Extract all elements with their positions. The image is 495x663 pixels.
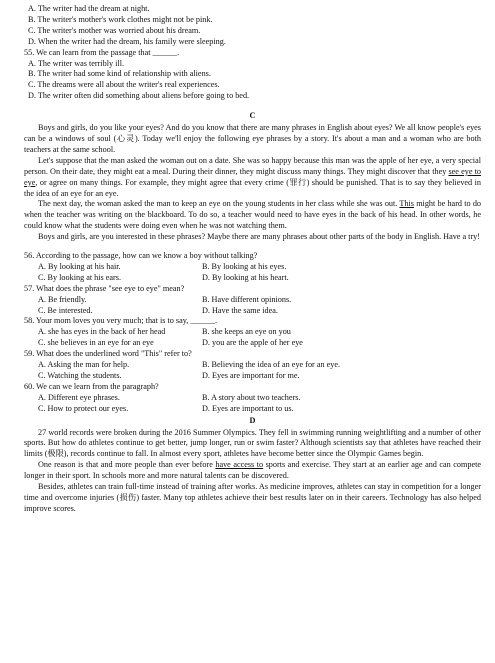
q60-options-row: A. Different eye phrases. B. A story about two teachers. (38, 392, 301, 402)
section-d-heading: D (249, 415, 256, 425)
q54-option-d: D. When the writer had the dream, his family were sleeping. (28, 36, 226, 46)
passage-c-paragraph: Boys and girls, are you interested in these phrases? Maybe there are many phrases about other parts of the body in English. Have a try! (38, 232, 480, 242)
q60-stem: 60. We can we learn from the paragraph? (24, 381, 159, 391)
underlined-word-this: This (399, 199, 414, 209)
q55-option-a: A. The writer was terribly ill. (28, 58, 125, 68)
q59-options-row: A. Asking the man for help. B. Believing the idea of an eye for an eye. (38, 360, 340, 370)
q57-stem: 57. What does the phrase "see eye to eye" mean? (24, 283, 185, 293)
q58-options-row: C. she believes in an eye for an eye D. you are the apple of her eye (38, 338, 303, 348)
q55-stem: 55. We can learn from the passage that ______. (24, 47, 180, 57)
q55-option-c: C. The dreams were all about the writer's real experiences. (28, 80, 220, 90)
section-c-heading: C (249, 111, 256, 121)
q55-option-d: D. The writer often did something about aliens before going to bed. (28, 91, 250, 101)
q54-option-b: B. The writer's mother's work clothes might not be pink. (28, 14, 213, 24)
passage-c-paragraph: Let's suppose that the man asked the woman out on a date. She was so happy because this man was the apple of her eye, a very special person. On their date, they might eat a meal. During their dinner, they might discuss many things. They might discover that they see eye to eye, or agree on many things. For example, they might agree that every crime (罪行) should be punished. That is to say they believed in the idea of an eye for an eye. (24, 155, 481, 198)
q55-option-b: B. The writer had some kind of relationship with aliens. (28, 69, 211, 79)
passage-d-paragraph: Besides, athletes can train full-time instead of training after works. As medicine improves, athletes can stay in competition for a longer time and overcome injuries (损伤) faster. Many top athletes achieve their best results later on in their careers. Technology has also helped improve scores. (24, 482, 481, 513)
q56-options-row: C. By looking at his ears. D. By looking at his heart. (38, 272, 289, 282)
q57-options-row: C. Be interested. D. Have the same idea. (38, 305, 278, 315)
passage-d-paragraph: 27 world records were broken during the 2016 Summer Olympics. They fell in swimming running weightlifting and a number of other sports. But how do athletes continue to get better, jump longer, run or swim faster? Although scientists say that athletes have reached their limits (极限), records continue to fall. In almost every sport, athletes have become better since the Olympic Games begin. (24, 427, 481, 459)
q54-option-a: A. The writer had the dream at night. (28, 4, 150, 13)
q58-options-row: A. she has eyes in the back of her head B. she keeps an eye on you (38, 327, 291, 337)
underlined-phrase: have access to (215, 460, 264, 470)
q57-options-row: A. Be friendly. B. Have different opinions. (38, 294, 292, 304)
underlined-phrase: see eye to eye (24, 166, 481, 187)
q59-stem: 59. What does the underlined word "This" refer to? (24, 349, 192, 359)
q58-stem: 58. Your mom loves you very much; that is to say, ______. (24, 316, 218, 326)
q56-options-row: A. By looking at his hair. B. By looking at his eyes. (38, 261, 287, 271)
passage-d-paragraph: One reason is that and more people than ever before have access to sports and exercise. They start at an earlier age and can compete longer in their sport. In schools more and more natural talents can be discovered. (24, 460, 482, 481)
q59-options-row: C. Watching the students. D. Eyes are important for me. (38, 371, 300, 380)
passage-c-paragraph: Boys and girls, do you like your eyes? And do you know that there are many phrases in English about eyes? We all know people's eyes can be a windows of soul (心灵). Today we'll enjoy the following eye phrases by a story. It's about a man and a woman who are both teachers at the same school. (24, 123, 481, 154)
q54-option-c: C. The writer's mother was worried about his dream. (28, 25, 201, 35)
passage-c-paragraph: The next day, the woman asked the man to keep an eye on the young students in her class while she was out. This might be hard to do when the teacher was writing on the blackboard. To do so, a teacher would need to have eyes in the back of his head. In other words, he could know what the students were doing even when he was not watching them. (24, 199, 482, 231)
q60-options-row: C. How to protect our eyes. D. Eyes are important to us. (38, 403, 294, 413)
q56-stem: 56. According to the passage, how can we know a boy without talking? (24, 251, 258, 261)
